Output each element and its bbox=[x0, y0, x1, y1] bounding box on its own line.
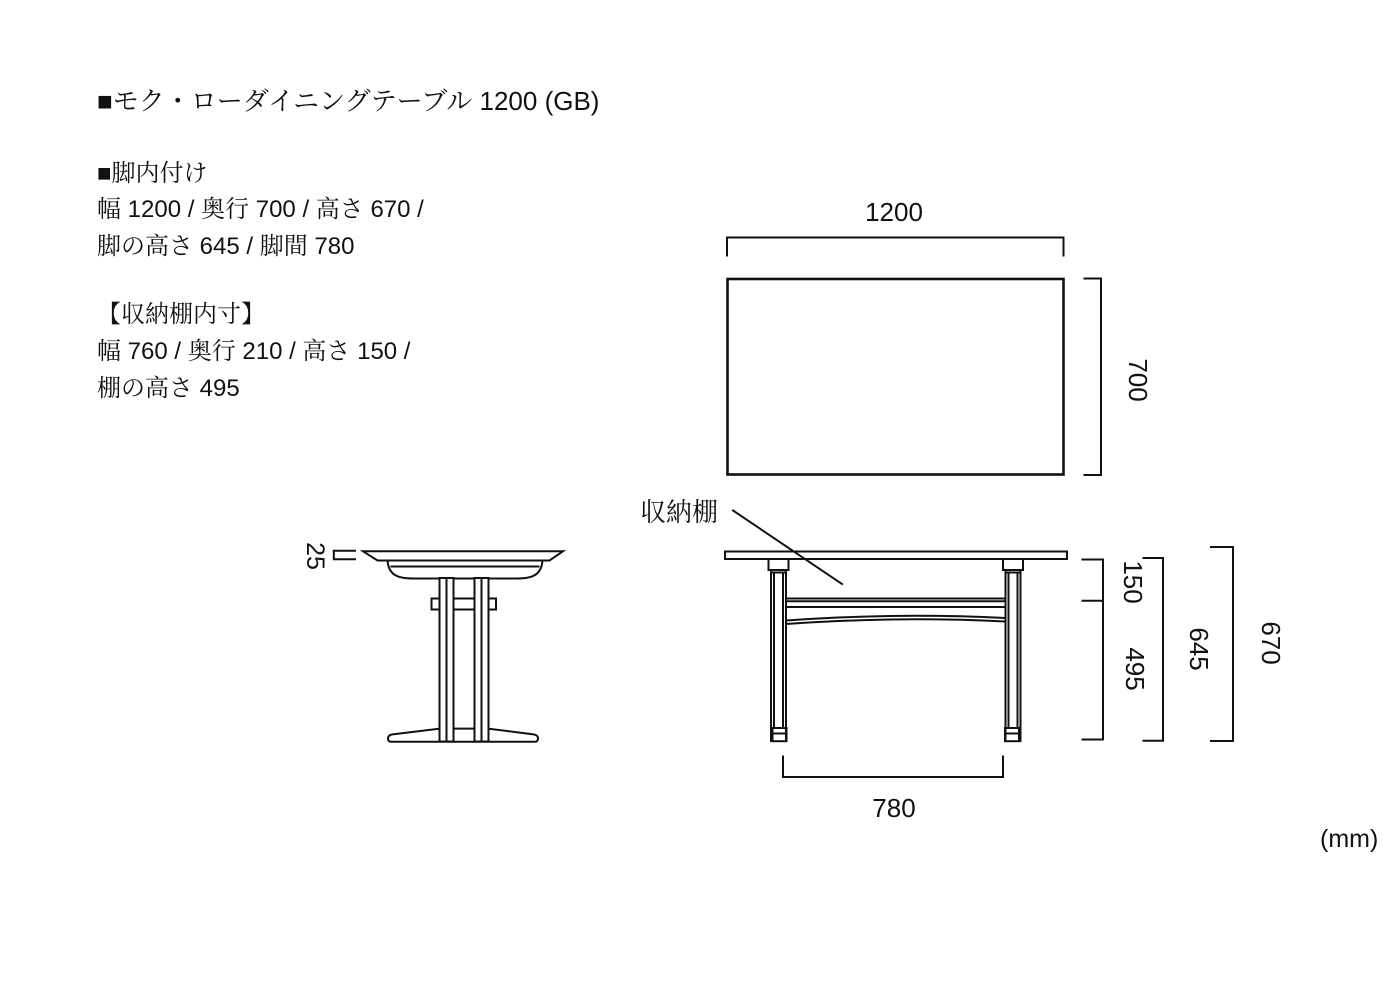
product-title: ■モク・ローダイニングテーブル 1200 (GB) bbox=[97, 86, 600, 116]
dim-label-width: 1200 bbox=[865, 197, 923, 227]
curved-rail-lower bbox=[786, 619, 1006, 624]
tabletop-front bbox=[725, 552, 1067, 560]
dim-label-shelf-floor-height: 495 bbox=[1120, 647, 1150, 691]
leg-dimensions-line: 脚の高さ 645 / 脚間 780 bbox=[97, 233, 355, 260]
dim-label-shelf-inner-height: 150 bbox=[1118, 560, 1148, 604]
leg-foot-right bbox=[1005, 728, 1019, 741]
foot-side-profile bbox=[388, 729, 538, 742]
top-view bbox=[727, 238, 1101, 476]
dim-bracket-depth bbox=[1085, 279, 1102, 476]
dim-label-depth: 700 bbox=[1123, 358, 1153, 402]
dim-bracket-top-thickness bbox=[334, 551, 355, 560]
dim-label-top-thickness: 25 bbox=[301, 542, 329, 570]
shelf-inner-heading: 【収納棚内寸】 bbox=[97, 301, 265, 328]
storage-shelf-board bbox=[786, 599, 1006, 608]
dim-bracket-width bbox=[727, 238, 1064, 256]
shelf-callout-label: 収納棚 bbox=[640, 497, 719, 527]
apron-side-profile bbox=[388, 561, 543, 579]
overall-dimensions-line: 幅 1200 / 奥行 700 / 高さ 670 / bbox=[97, 196, 424, 223]
dim-label-total-height: 670 bbox=[1256, 621, 1286, 665]
tabletop-outline-top-view bbox=[728, 279, 1064, 475]
unit-note: (mm) bbox=[1320, 825, 1379, 853]
dim-bracket-leg-span bbox=[783, 757, 1003, 778]
shelf-dimensions-line: 幅 760 / 奥行 210 / 高さ 150 / bbox=[97, 338, 411, 365]
shelf-height-line: 棚の高さ 495 bbox=[97, 375, 240, 402]
leg-foot-left bbox=[773, 728, 787, 741]
dim-label-leg-height: 645 bbox=[1184, 627, 1214, 671]
shelf-callout-leader bbox=[733, 511, 842, 585]
leg-cap-left bbox=[769, 559, 789, 570]
front-leg-right bbox=[1003, 559, 1023, 741]
side-view bbox=[334, 551, 563, 742]
leg-inset-heading: ■脚内付け bbox=[97, 160, 208, 187]
leg-cap-right bbox=[1003, 559, 1023, 570]
front-leg-left bbox=[769, 559, 789, 741]
dim-label-leg-span: 780 bbox=[872, 793, 916, 823]
tabletop-side-profile bbox=[363, 551, 563, 560]
front-view bbox=[725, 511, 1233, 778]
